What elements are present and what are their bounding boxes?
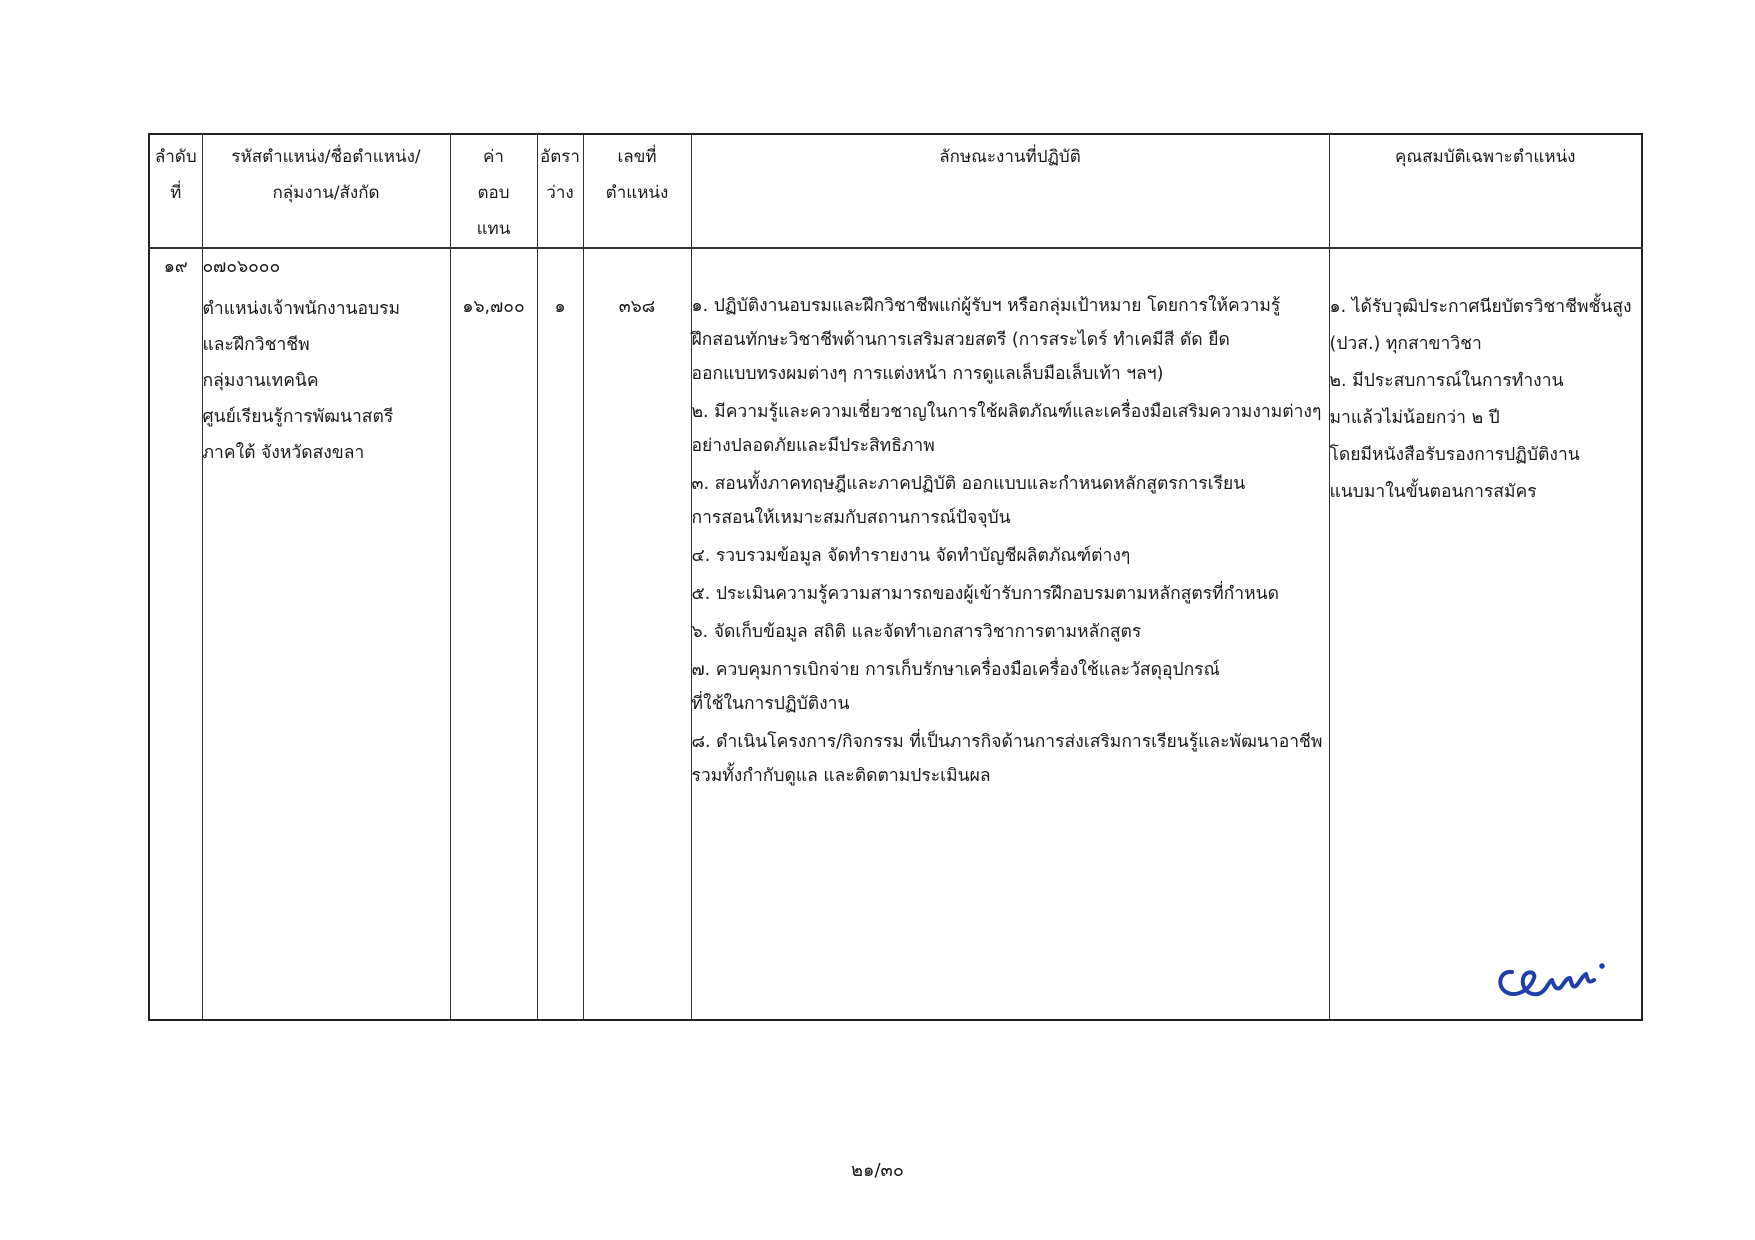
duty-8-line-2: รวมทั้งกำกับดูแล และติดตามประเมินผล: [691, 766, 991, 786]
duty-2-line-1: ๒. มีความรู้และความเชี่ยวชาญในการใช้ผลิตภัณฑ์และเครื่องมือเสริมความงามต่างๆ: [691, 402, 1322, 422]
header-seq-line-1: ลำดับ: [154, 147, 197, 167]
duty-item-1: [692, 289, 1329, 391]
duty-4-line-1: ๔. รวบรวมข้อมูล จัดทำรายงาน จัดทำบัญชีผลิตภัณฑ์ต่างๆ: [691, 546, 1131, 566]
duty-item-3: [692, 467, 1329, 535]
position-line-2: และฝึกวิชาชีพ: [202, 335, 310, 355]
duty-6-line-1: ๖. จัดเก็บข้อมูล สถิติ และจัดทำเอกสารวิชาการตามหลักสูตร: [691, 622, 1142, 642]
pay-spacer: [451, 249, 537, 289]
position-line-1: ตำแหน่งเจ้าพนักงานอบรม: [202, 299, 401, 319]
header-qualifications: [1329, 134, 1642, 248]
duty-item-7: [692, 653, 1329, 721]
header-vacancy-line-2: ว่าง: [546, 183, 574, 203]
duty-item-5: [692, 577, 1329, 611]
duty-1-line-1: ๑. ปฏิบัติงานอบรมและฝึกวิชาชีพแก่ผู้รับฯ หรือกลุ่มเป้าหมาย โดยการให้ความรู้: [691, 296, 1281, 316]
vacancy-spacer: [538, 249, 583, 289]
row-position-no: ๓๖๘: [618, 297, 656, 317]
header-pay-line-2: ตอบ: [477, 183, 510, 203]
header-pay: [450, 134, 537, 248]
qualification-line-1: ๑. ได้รับวุฒิประกาศนียบัตรวิชาชีพชั้นสูง: [1329, 297, 1632, 317]
row-position-cell: [202, 248, 450, 1020]
handwritten-signature: [1490, 950, 1610, 1010]
table-header-row: [149, 134, 1642, 248]
header-pay-line-3: แทน: [476, 219, 511, 239]
row-seq: ๑๙: [163, 257, 188, 277]
row-qualifications-cell: [1329, 248, 1642, 1020]
header-position-no-line-2: ตำแหน่ง: [605, 183, 669, 203]
position-no-spacer: [584, 249, 691, 289]
header-seq: [149, 134, 202, 248]
position-line-5: ภาคใต้ จังหวัดสงขลา: [202, 443, 365, 463]
signature-stroke: [1500, 972, 1594, 994]
position-table: [148, 133, 1643, 1021]
duty-1-line-2: ฝึกสอนทักษะวิชาชีพด้านการเสริมสวยสตรี (การสระไดร์ ทำเคมีสี ดัด ยืด: [691, 330, 1230, 350]
qualification-line-3: ๒. มีประสบการณ์ในการทำงาน: [1329, 371, 1564, 391]
header-pay-line-1: ค่า: [483, 147, 504, 167]
header-position-line-2: กลุ่มงาน/สังกัด: [272, 183, 380, 203]
signature-dot: [1599, 963, 1605, 969]
header-seq-line-2: ที่: [170, 183, 182, 203]
duty-2-line-2: อย่างปลอดภัยและมีประสิทธิภาพ: [691, 436, 935, 456]
qualifications-spacer: [1330, 249, 1642, 289]
qualification-line-2: (ปวส.) ทุกสาขาวิชา: [1329, 334, 1482, 354]
table-row: [149, 248, 1642, 1020]
row-duties-cell: [691, 248, 1329, 1020]
row-seq-cell: [149, 248, 202, 1020]
row-vacancy-cell: [537, 248, 583, 1020]
header-duties-line-1: ลักษณะงานที่ปฏิบัติ: [939, 147, 1081, 167]
row-pay: ๑๖,๗๐๐: [462, 297, 525, 317]
row-pay-cell: [450, 248, 537, 1020]
header-vacancy-line-1: อัตรา: [540, 147, 580, 167]
header-position: [202, 134, 450, 248]
duty-item-2: [692, 395, 1329, 463]
duties-spacer: [692, 249, 1329, 289]
header-position-line-1: รหัสตำแหน่ง/ชื่อตำแหน่ง/: [231, 147, 421, 167]
duty-item-8: [692, 725, 1329, 793]
duty-7-line-1: ๗. ควบคุมการเบิกจ่าย การเก็บรักษาเครื่องมือเครื่องใช้และวัสดุอุปกรณ์: [691, 660, 1220, 680]
header-position-no: [583, 134, 691, 248]
duty-1-line-3: ออกแบบทรงผมต่างๆ การแต่งหน้า การดูแลเล็บมือเล็บเท้า ฯลฯ): [691, 364, 1164, 384]
header-vacancy: [537, 134, 583, 248]
row-vacancy: ๑: [554, 297, 566, 317]
position-code: ๐๗๐๖๐๐๐: [202, 257, 281, 277]
qualification-line-5: โดยมีหนังสือรับรองการปฏิบัติงาน: [1329, 445, 1580, 465]
duty-8-line-1: ๘. ดำเนินโครงการ/กิจกรรม ที่เป็นภารกิจด้านการส่งเสริมการเรียนรู้และพัฒนาอาชีพ: [691, 732, 1323, 752]
row-position-no-cell: [583, 248, 691, 1020]
duty-3-line-2: การสอนให้เหมาะสมกับสถานการณ์ปัจจุบัน: [691, 508, 1011, 528]
header-duties: [691, 134, 1329, 248]
duty-item-6: [692, 615, 1329, 649]
header-qualifications-line-1: คุณสมบัติเฉพาะตำแหน่ง: [1394, 147, 1576, 167]
page-number: ๒๑/๓๐: [851, 1160, 904, 1181]
qualification-line-6: แนบมาในขั้นตอนการสมัคร: [1329, 482, 1537, 502]
qualification-line-4: มาแล้วไม่น้อยกว่า ๒ ปี: [1329, 408, 1500, 428]
duty-3-line-1: ๓. สอนทั้งภาคทฤษฎีและภาคปฏิบัติ ออกแบบและกำหนดหลักสูตรการเรียน: [691, 474, 1246, 494]
duty-5-line-1: ๕. ประเมินความรู้ความสามารถของผู้เข้ารับการฝึกอบรมตามหลักสูตรที่กำหนด: [691, 584, 1279, 604]
position-line-3: กลุ่มงานเทคนิค: [202, 371, 319, 391]
duty-item-4: [692, 539, 1329, 573]
header-position-no-line-1: เลขที่: [617, 147, 657, 167]
position-line-4: ศูนย์เรียนรู้การพัฒนาสตรี: [202, 407, 394, 427]
duty-7-line-2: ที่ใช้ในการปฏิบัติงาน: [691, 694, 850, 714]
